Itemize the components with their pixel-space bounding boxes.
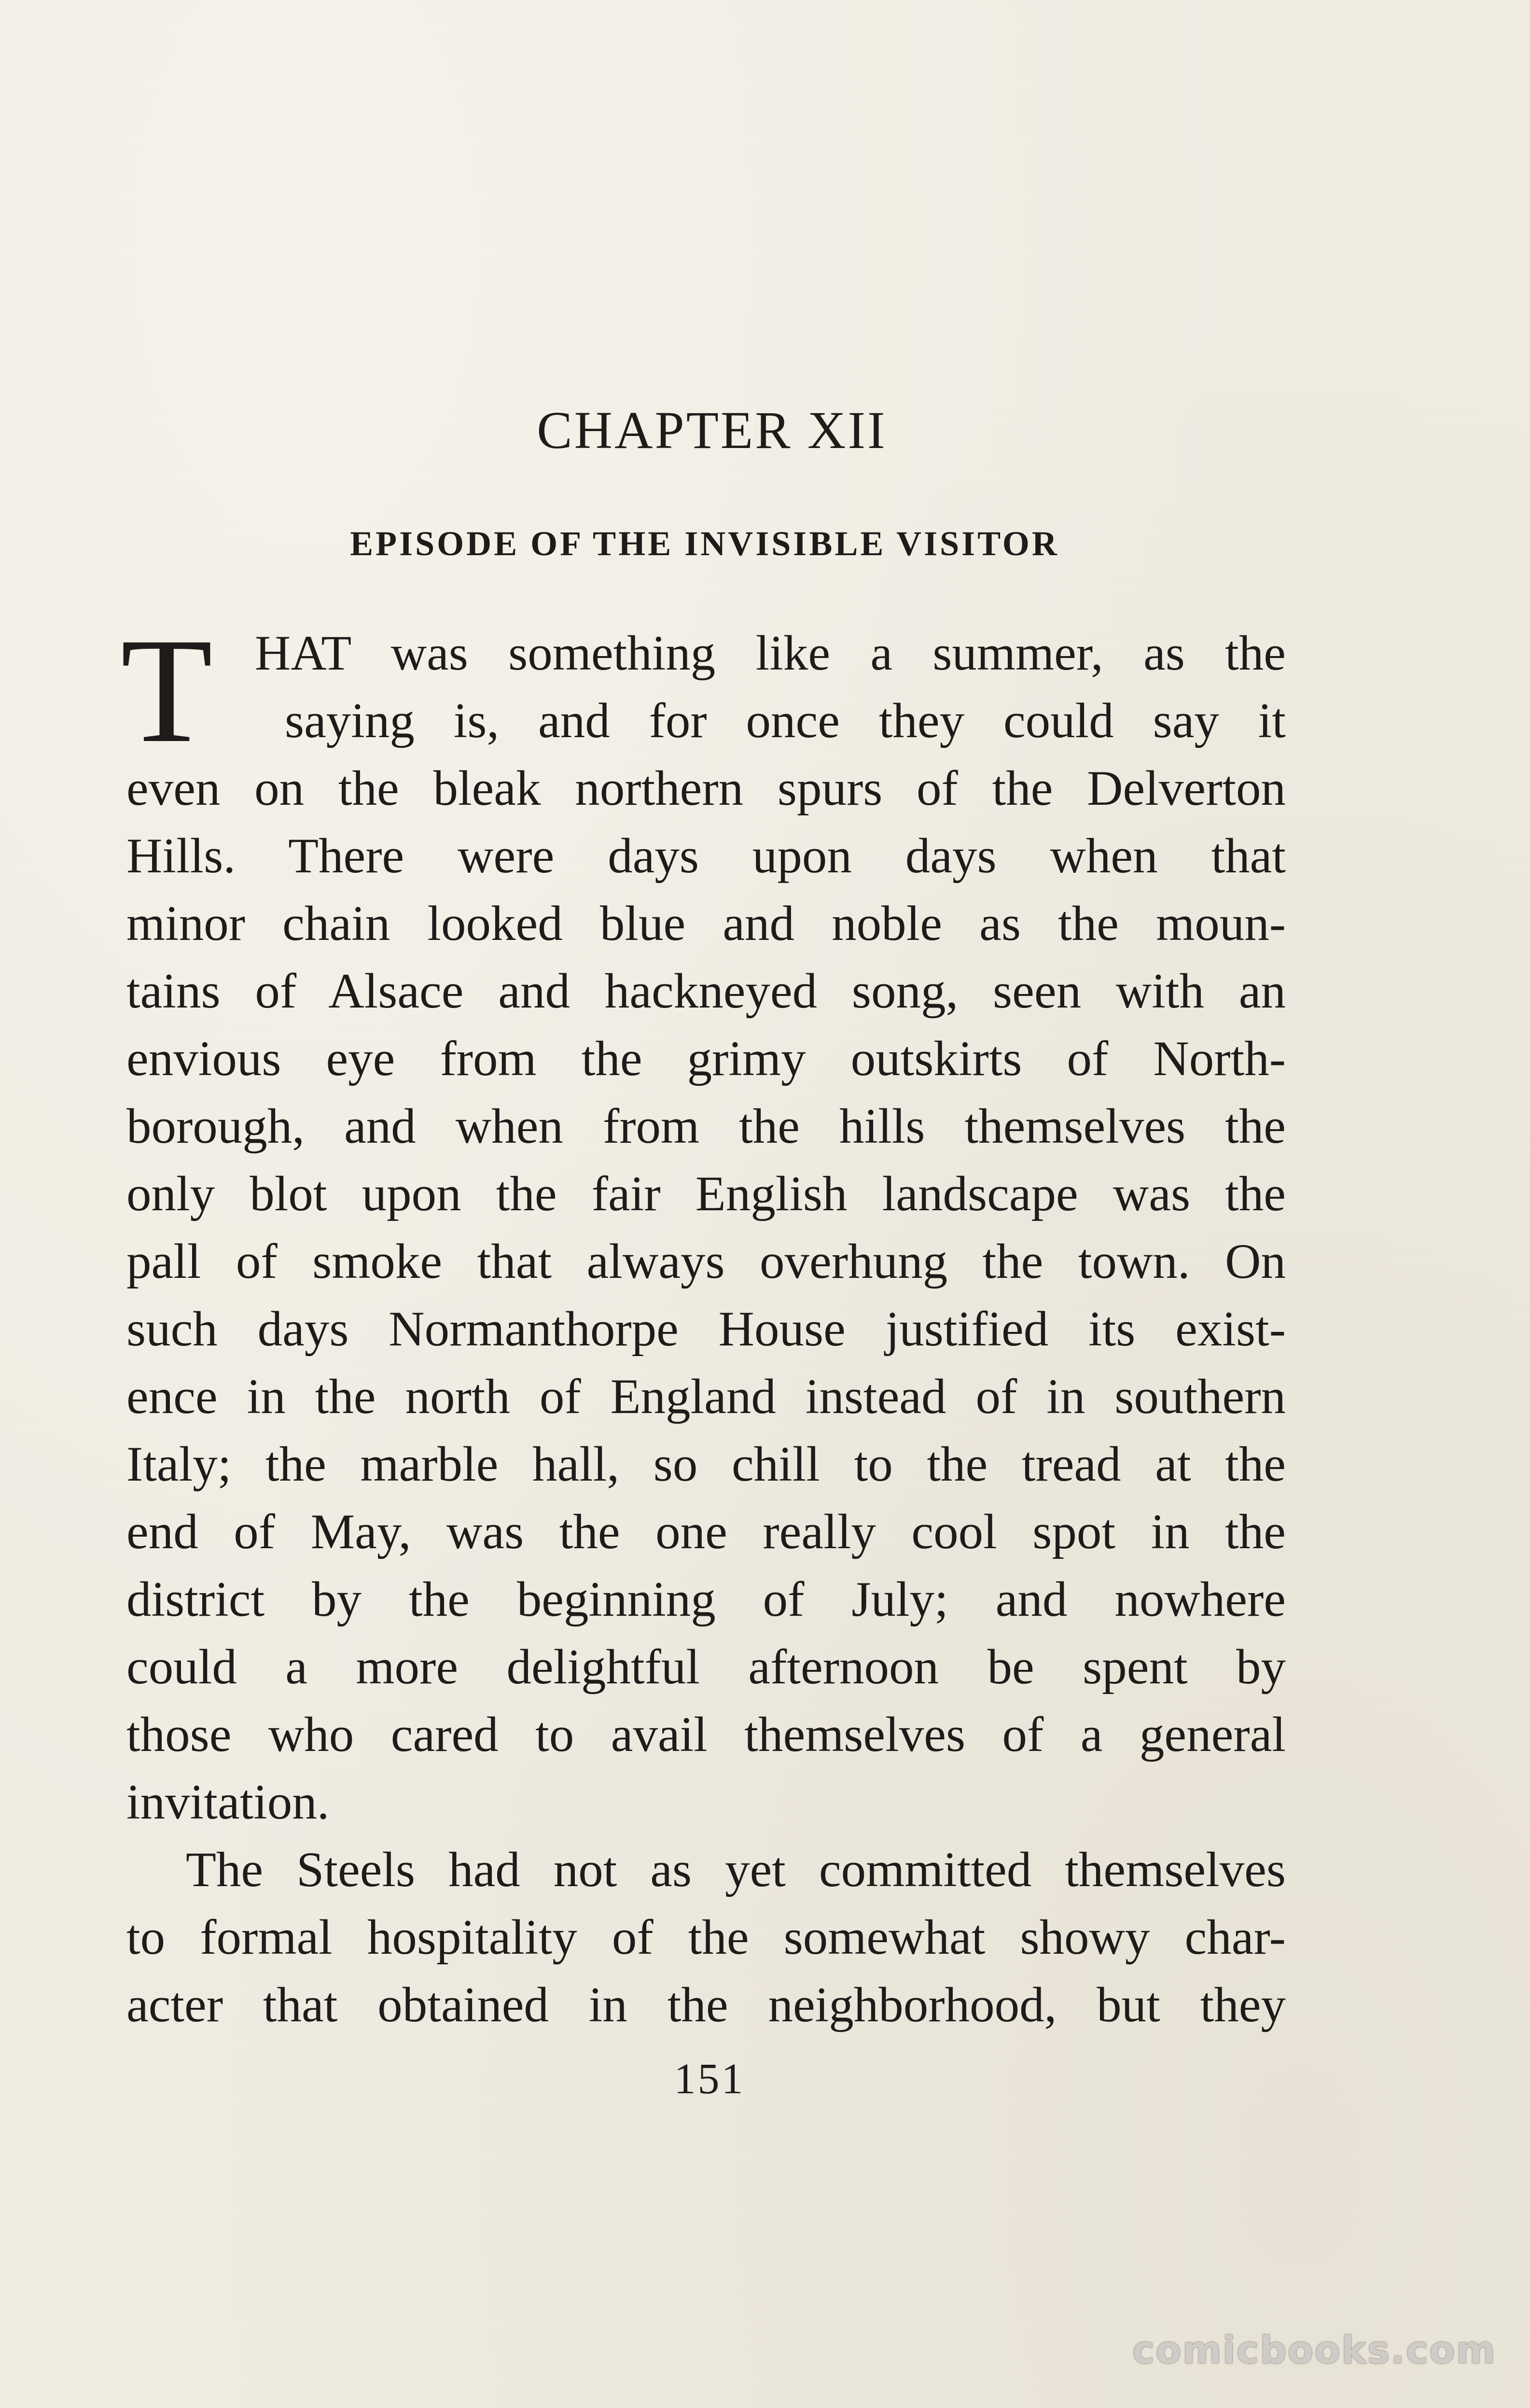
watermark: comicbooks.com bbox=[1132, 2329, 1496, 2372]
text-line: pall of smoke that always overhung the town. On bbox=[126, 1234, 1286, 1289]
text-line: invitation. bbox=[126, 1775, 330, 1830]
text-line: to formal hospitality of the somewhat showy char- bbox=[126, 1910, 1286, 1965]
text-line: Italy; the marble hall, so chill to the tread at the bbox=[126, 1437, 1286, 1492]
text-line: tains of Alsace and hackneyed song, seen with an bbox=[126, 964, 1286, 1019]
text-line: acter that obtained in the neighborhood, but they bbox=[126, 1977, 1286, 2032]
text-line: envious eye from the grimy outskirts of North- bbox=[126, 1031, 1286, 1086]
drop-cap: T bbox=[121, 607, 213, 774]
chapter-subtitle: EPISODE OF THE INVISIBLE VISITOR bbox=[350, 524, 1059, 563]
text-line: borough, and when from the hills themselves the bbox=[126, 1099, 1286, 1154]
text-line: could a more delightful afternoon be spent by bbox=[126, 1639, 1286, 1694]
text-line: HAT was something like a summer, as the bbox=[255, 626, 1286, 681]
text-line: minor chain looked blue and noble as the moun- bbox=[126, 896, 1286, 951]
text-line: saying is, and for once they could say it bbox=[285, 693, 1286, 748]
text-line: such days Normanthorpe House justified its exist- bbox=[126, 1302, 1286, 1357]
text-line: even on the bleak northern spurs of the Delverton bbox=[126, 761, 1286, 816]
chapter-title: CHAPTER XII bbox=[537, 401, 887, 460]
text-line: Hills. There were days upon days when that bbox=[126, 828, 1286, 883]
page-number: 151 bbox=[674, 2055, 745, 2103]
text-line: only blot upon the fair English landscape was the bbox=[126, 1166, 1286, 1221]
text-line: The Steels had not as yet committed themselves bbox=[186, 1842, 1286, 1897]
text-line: district by the beginning of July; and nowhere bbox=[126, 1572, 1286, 1627]
text-line: ence in the north of England instead of in southern bbox=[126, 1369, 1286, 1424]
text-line: end of May, was the one really cool spot in the bbox=[126, 1504, 1286, 1559]
text-line: those who cared to avail themselves of a general bbox=[126, 1707, 1286, 1762]
